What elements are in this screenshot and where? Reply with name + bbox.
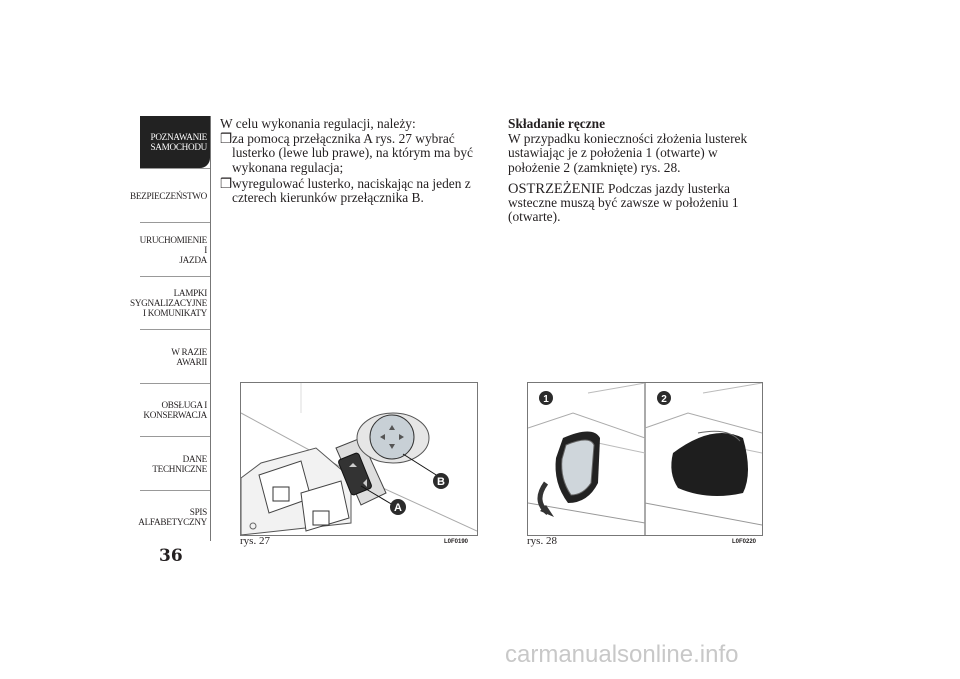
figure-28-code: L0F0220 bbox=[732, 539, 757, 545]
page-number: 36 bbox=[159, 546, 183, 566]
tab-poznawanie-samochodu[interactable]: POZNAWANIE SAMOCHODU bbox=[140, 116, 210, 168]
warning-text: Podczas jazdy lusterka wsteczne muszą być zawsze w położeniu 1 (otwarte). bbox=[508, 180, 739, 225]
warning-paragraph bbox=[508, 182, 770, 225]
watermark: carmanualsonline.info bbox=[505, 641, 739, 668]
figure-27-caption: rys. 27 bbox=[240, 535, 270, 547]
warning-label: OSTRZEŻENIE bbox=[508, 180, 605, 197]
tab-spis-alfabetyczny[interactable]: SPIS ALFABETYCZNY bbox=[140, 491, 210, 543]
figure-27-code: L0F0190 bbox=[444, 539, 469, 545]
mirror-folding-illustration bbox=[528, 383, 762, 535]
right-column bbox=[508, 117, 770, 224]
figure-28-caption: rys. 28 bbox=[527, 535, 557, 547]
tab-lampki-sygnalizacyjne[interactable]: LAMPKI SYGNALIZACYJNE I KOMUNIKATY bbox=[140, 277, 210, 329]
figure-27 bbox=[240, 382, 478, 536]
label-b: B bbox=[437, 476, 445, 488]
list-item: ❒ za pomocą przełącznika A rys. 27 wybrać lusterko (lewe lub prawe), na którym ma być wykonana regulacja; bbox=[220, 131, 473, 175]
window-switch-illustration bbox=[241, 383, 477, 535]
paragraph: W przypadku konieczności złożenia lusterek ustawiając je z położenia 1 (otwarte) w położenie 2 (zamknięte) rys. 28. bbox=[508, 131, 748, 175]
figure-28 bbox=[527, 382, 763, 536]
list-item: ❒ wyregulować lusterko, naciskając na jeden z czterech kierunków przełącznika B. bbox=[220, 175, 471, 206]
section-heading: Składanie ręczne bbox=[508, 116, 606, 131]
label-2: 2 bbox=[661, 394, 667, 405]
tab-dane-techniczne[interactable]: DANE TECHNICZNE bbox=[140, 438, 210, 490]
tab-divider bbox=[210, 116, 211, 541]
checkbox-bullet-icon: ❒ bbox=[220, 175, 233, 191]
tab-bezpieczenstwo[interactable]: BEZPIECZEŃSTWO bbox=[140, 170, 210, 222]
label-1: 1 bbox=[543, 394, 549, 405]
tab-w-razie-awarii[interactable]: W RAZIE AWARII bbox=[140, 331, 210, 383]
left-column bbox=[220, 117, 490, 205]
intro-text: W celu wykonania regulacji, należy: bbox=[220, 116, 416, 131]
label-a: A bbox=[394, 502, 402, 514]
checkbox-bullet-icon: ❒ bbox=[220, 131, 233, 147]
tab-uruchomienie-jazda[interactable]: URUCHOMIENIE I JAZDA bbox=[140, 224, 210, 276]
tab-obsluga-konserwacja[interactable]: OBSŁUGA I KONSERWACJA bbox=[140, 384, 210, 436]
